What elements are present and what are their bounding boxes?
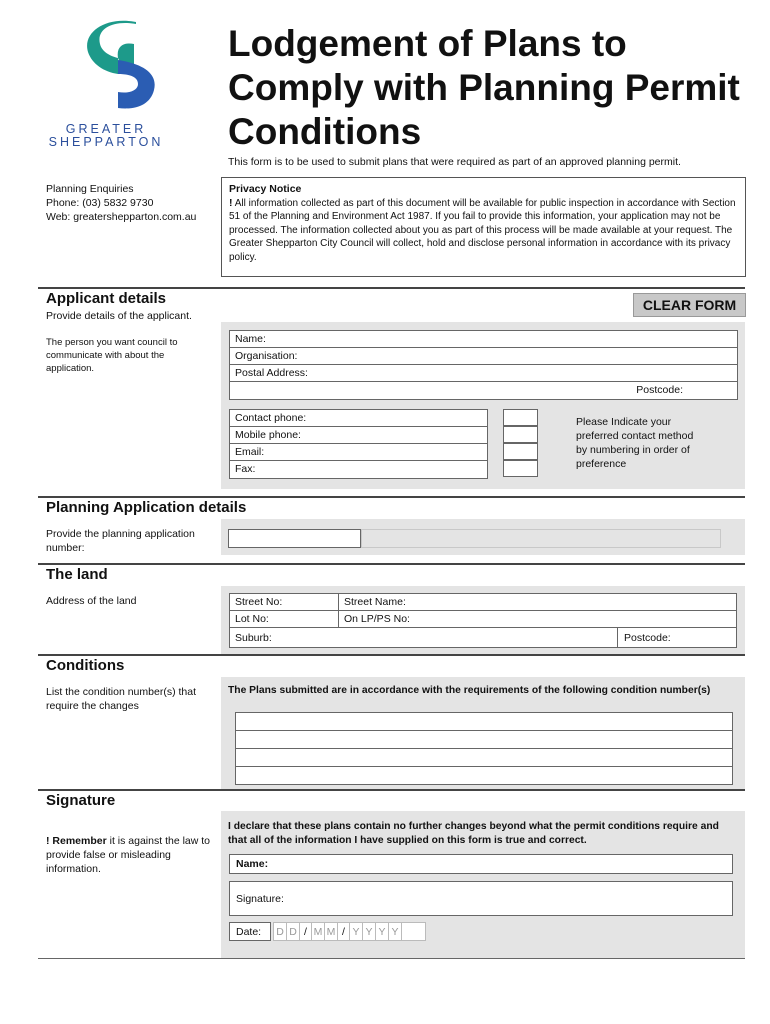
land-divider bbox=[338, 611, 339, 628]
preference-phone-input[interactable] bbox=[503, 409, 538, 426]
privacy-body: All information collected as part of this document will be available for public inspection in accordance with Section 51 of the Planning and Environment Act 1987. If you fail to provide this information, your application may not be processed. The information collected about you as part of this process will be made available at your request. The Greater Shepparton City Council will collect, hold and disclose personal information in accordance with its privacy policy. bbox=[229, 197, 736, 263]
section-divider bbox=[38, 789, 745, 791]
intro-text: This form is to be used to submit plans that were required as part of an approved planning permit. bbox=[228, 156, 681, 168]
land-divider bbox=[338, 594, 339, 611]
date-month-2: M bbox=[325, 923, 338, 941]
condition-line-1[interactable] bbox=[236, 713, 732, 731]
date-label: Date: bbox=[236, 926, 262, 938]
section-divider bbox=[38, 654, 745, 656]
privacy-heading: Privacy Notice bbox=[229, 183, 302, 195]
planning-panel bbox=[221, 519, 745, 555]
lp-ps-no-field[interactable]: On LP/PS No: bbox=[344, 613, 410, 625]
suburb-field[interactable]: Suburb: bbox=[235, 632, 272, 644]
enquiries-web: Web: greatershepparton.com.au bbox=[46, 211, 197, 223]
land-row-3 bbox=[230, 628, 736, 648]
contact-phone-field[interactable]: Contact phone: bbox=[230, 410, 487, 427]
name-field[interactable]: Name: bbox=[230, 331, 737, 348]
land-postcode-field[interactable]: Postcode: bbox=[624, 632, 671, 644]
conditions-section-subtitle: List the condition number(s) that require the changes bbox=[46, 686, 196, 712]
preference-fax-input[interactable] bbox=[503, 460, 538, 477]
date-year-3: Y bbox=[376, 923, 389, 941]
logo-line-shepparton: SHEPPARTON bbox=[48, 135, 164, 149]
applicant-fields-panel bbox=[221, 322, 745, 489]
date-separator: / bbox=[338, 923, 350, 941]
planning-panel-inner-line bbox=[361, 529, 721, 548]
date-label-box bbox=[229, 922, 271, 941]
date-year-1: Y bbox=[350, 923, 363, 941]
conditions-section-title: Conditions bbox=[46, 657, 125, 674]
date-day-2: D bbox=[287, 923, 300, 941]
logo-mark-icon bbox=[44, 18, 168, 113]
mobile-phone-field[interactable]: Mobile phone: bbox=[230, 427, 487, 444]
address-postcode-row bbox=[230, 382, 737, 399]
remember-rest: it is against the law to provide false or misleading information. bbox=[46, 835, 211, 875]
preference-note: Please Indicate your preferred contact method by numbering in order of preference bbox=[576, 416, 694, 470]
date-separator: / bbox=[300, 923, 312, 941]
land-panel bbox=[221, 586, 745, 654]
land-row-1 bbox=[230, 594, 736, 611]
preference-email-input[interactable] bbox=[503, 443, 538, 460]
land-section-title: The land bbox=[46, 566, 108, 583]
logo-line-greater: GREATER bbox=[65, 122, 147, 136]
applicant-note: The person you want council to communicate with about the application. bbox=[46, 337, 178, 374]
bottom-rule bbox=[38, 958, 745, 959]
street-name-field[interactable]: Street Name: bbox=[344, 596, 406, 608]
date-month-1: M bbox=[312, 923, 325, 941]
condition-line-3[interactable] bbox=[236, 749, 732, 767]
applicant-section-subtitle: Provide details of the applicant. bbox=[46, 310, 192, 322]
planning-section-subtitle: Provide the planning application number: bbox=[46, 528, 195, 554]
planning-enquiries bbox=[46, 182, 196, 224]
planning-application-number-input[interactable] bbox=[228, 529, 361, 548]
remember-warning bbox=[46, 834, 216, 876]
land-address-box bbox=[229, 593, 737, 648]
lot-no-field[interactable]: Lot No: bbox=[235, 613, 269, 625]
remember-bold: ! Remember bbox=[46, 835, 107, 847]
privacy-mark: ! bbox=[229, 196, 233, 209]
contact-methods-box bbox=[229, 409, 488, 479]
signature-name-field[interactable] bbox=[229, 854, 733, 874]
email-field[interactable]: Email: bbox=[230, 444, 487, 461]
condition-numbers-box bbox=[235, 712, 733, 785]
land-divider bbox=[617, 628, 618, 648]
signature-field[interactable] bbox=[229, 881, 733, 916]
planning-section-title: Planning Application details bbox=[46, 499, 247, 516]
fax-field[interactable]: Fax: bbox=[235, 463, 256, 475]
signature-label: Signature: bbox=[236, 893, 284, 905]
date-input[interactable] bbox=[273, 922, 426, 941]
greater-shepparton-logo bbox=[44, 18, 168, 153]
page-title: Lodgement of Plans to Comply with Planning Permit Conditions bbox=[228, 23, 740, 152]
preference-mobile-input[interactable] bbox=[503, 426, 538, 443]
section-divider bbox=[38, 563, 745, 565]
postal-address-field[interactable]: Postal Address: bbox=[230, 365, 737, 382]
condition-line-2[interactable] bbox=[236, 731, 732, 749]
section-divider bbox=[38, 287, 745, 289]
applicant-address-box bbox=[229, 330, 738, 400]
condition-line-4[interactable] bbox=[236, 767, 732, 785]
signature-name-label: Name: bbox=[236, 858, 269, 870]
street-no-field[interactable]: Street No: bbox=[235, 596, 283, 608]
section-divider bbox=[38, 496, 745, 498]
address-postcode-field[interactable]: Postcode: bbox=[636, 384, 683, 396]
enquiries-phone: Phone: (03) 5832 9730 bbox=[46, 197, 154, 209]
applicant-section-title: Applicant details bbox=[46, 290, 167, 307]
conditions-panel bbox=[221, 677, 745, 789]
enquiries-label: Planning Enquiries bbox=[46, 183, 134, 195]
privacy-notice bbox=[221, 177, 746, 277]
clear-form-button[interactable]: CLEAR FORM bbox=[633, 293, 746, 317]
signature-section-title: Signature bbox=[46, 792, 116, 809]
signature-panel bbox=[221, 811, 745, 958]
date-year-2: Y bbox=[363, 923, 376, 941]
land-section-subtitle: Address of the land bbox=[46, 595, 137, 607]
date-year-4: Y bbox=[389, 923, 402, 941]
date-day-1: D bbox=[274, 923, 287, 941]
land-row-2 bbox=[230, 611, 736, 628]
organisation-field[interactable]: Organisation: bbox=[230, 348, 737, 365]
conditions-statement: The Plans submitted are in accordance with the requirements of the following condition number(s) bbox=[228, 685, 711, 696]
declaration-text: I declare that these plans contain no further changes beyond what the permit conditions require and that all of the information I have supplied on this form is true and correct. bbox=[228, 821, 719, 846]
